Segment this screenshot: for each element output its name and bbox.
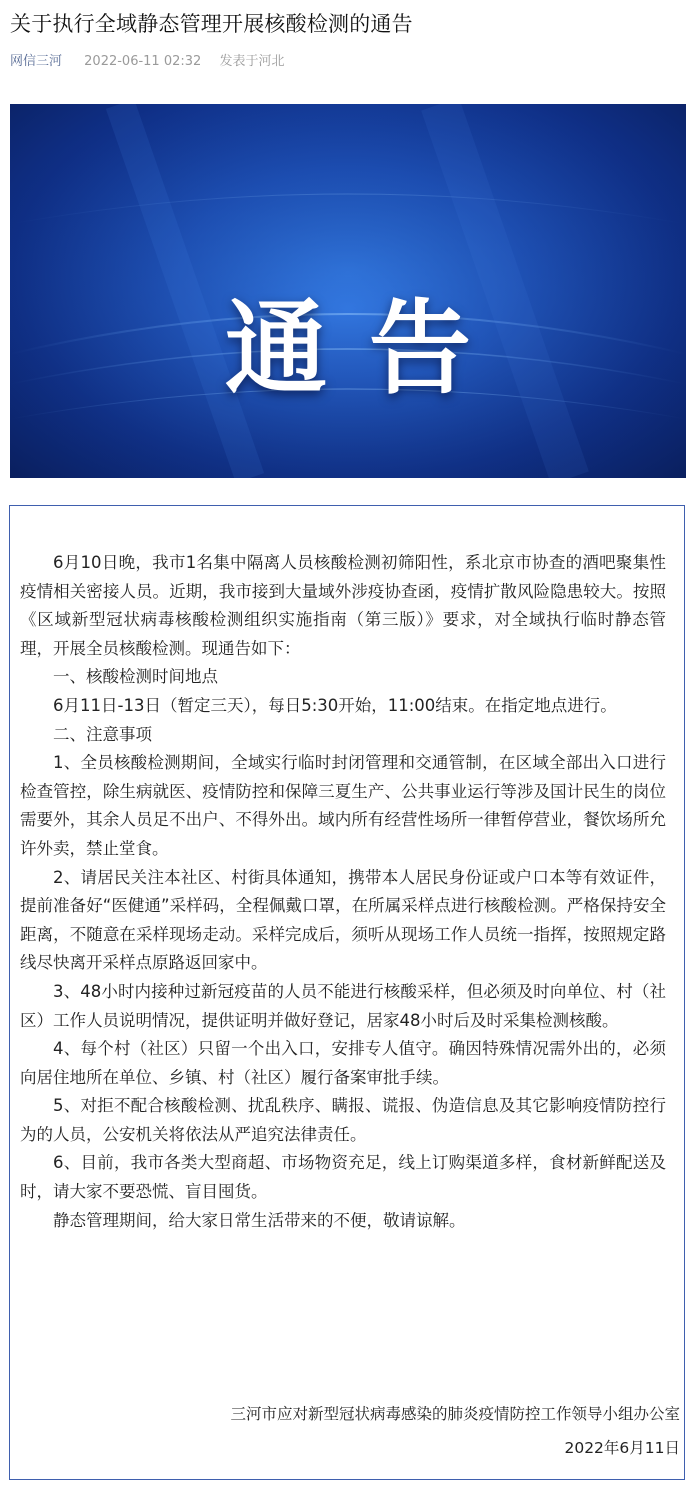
notice-body [20, 549, 666, 1235]
notice-paragraph: 6、目前，我市各类大型商超、市场物资充足，线上订购渠道多样，食材新鲜配送及时，请大家不要恐慌、盲目囤货。 [20, 1153, 666, 1202]
notice-frame [9, 505, 685, 1480]
notice-paragraph: 1、全员核酸检测期间，全域实行临时封闭管理和交通管制，在区域全部出入口进行检查管控，除生病就医、疫情防控和保障三夏生产、公共事业运行等涉及国计民生的岗位需要外，其余人员足不出户、不得外出。域内所有经营性场所一律暂停营业，餐饮场所允许外卖，禁止堂食。 [20, 753, 666, 858]
article-title: 关于执行全域静态管理开展核酸检测的通告 [10, 12, 413, 36]
notice-banner-image [10, 104, 686, 478]
publish-date: 2022-06-11 02:32 [84, 54, 202, 69]
notice-heading: 一、核酸检测时间地点 [53, 667, 218, 687]
notice-paragraph: 6月11日-13日（暂定三天），每日5:30开始，11:00结束。在指定地点进行。 [53, 695, 617, 715]
notice-paragraph: 静态管理期间，给大家日常生活带来的不便，敬请谅解。 [53, 1210, 466, 1230]
notice-heading: 二、注意事项 [53, 724, 152, 744]
notice-paragraph: 2、请居民关注本社区、村街具体通知，携带本人居民身份证或户口本等有效证件，提前准备好“医健通”采样码，全程佩戴口罩，在所属采样点进行核酸检测。严格保持安全距离，不随意在采样现场走动。采样完成后，须听从现场工作人员统一指挥，按照规定路线尽快离开采样点原路返回家中。 [20, 867, 666, 973]
notice-paragraph: 4、每个村（社区）只留一个出入口，安排专人值守。确因特殊情况需外出的，必须向居住地所在单位、乡镇、村（社区）履行备案审批手续。 [20, 1039, 666, 1087]
notice-paragraph: 3、48小时内接种过新冠疫苗的人员不能进行核酸采样，但必须及时向单位、村（社区）工作人员说明情况，提供证明并做好登记，居家48小时后及时采集检测核酸。 [20, 981, 666, 1030]
publish-location: 发表于河北 [219, 54, 285, 69]
notice-paragraph: 6月10日晚，我市1名集中隔离人员核酸检测初筛阳性，系北京市协查的酒吧聚集性疫情相关密接人员。近期，我市接到大量域外涉疫协查函，疫情扩散风险隐患较大。按照《区域新型冠状病毒核酸检测组织实施指南（第三版）》要求，对全域执行临时静态管理，开展全员核酸检测。现通告如下： [20, 553, 666, 658]
article-meta [10, 52, 284, 72]
banner-title: 通告 [225, 290, 513, 409]
issue-date: 2022年6月11日 [564, 1439, 680, 1457]
notice-paragraph: 5、对拒不配合核酸检测、扰乱秩序、瞒报、谎报、伪造信息及其它影响疫情防控行为的人员，公安机关将依法从严追究法律责任。 [20, 1096, 666, 1144]
author-link[interactable]: 网信三河 [10, 54, 63, 69]
issuer-signature: 三河市应对新型冠状病毒感染的肺炎疫情防控工作领导小组办公室 [230, 1405, 680, 1423]
